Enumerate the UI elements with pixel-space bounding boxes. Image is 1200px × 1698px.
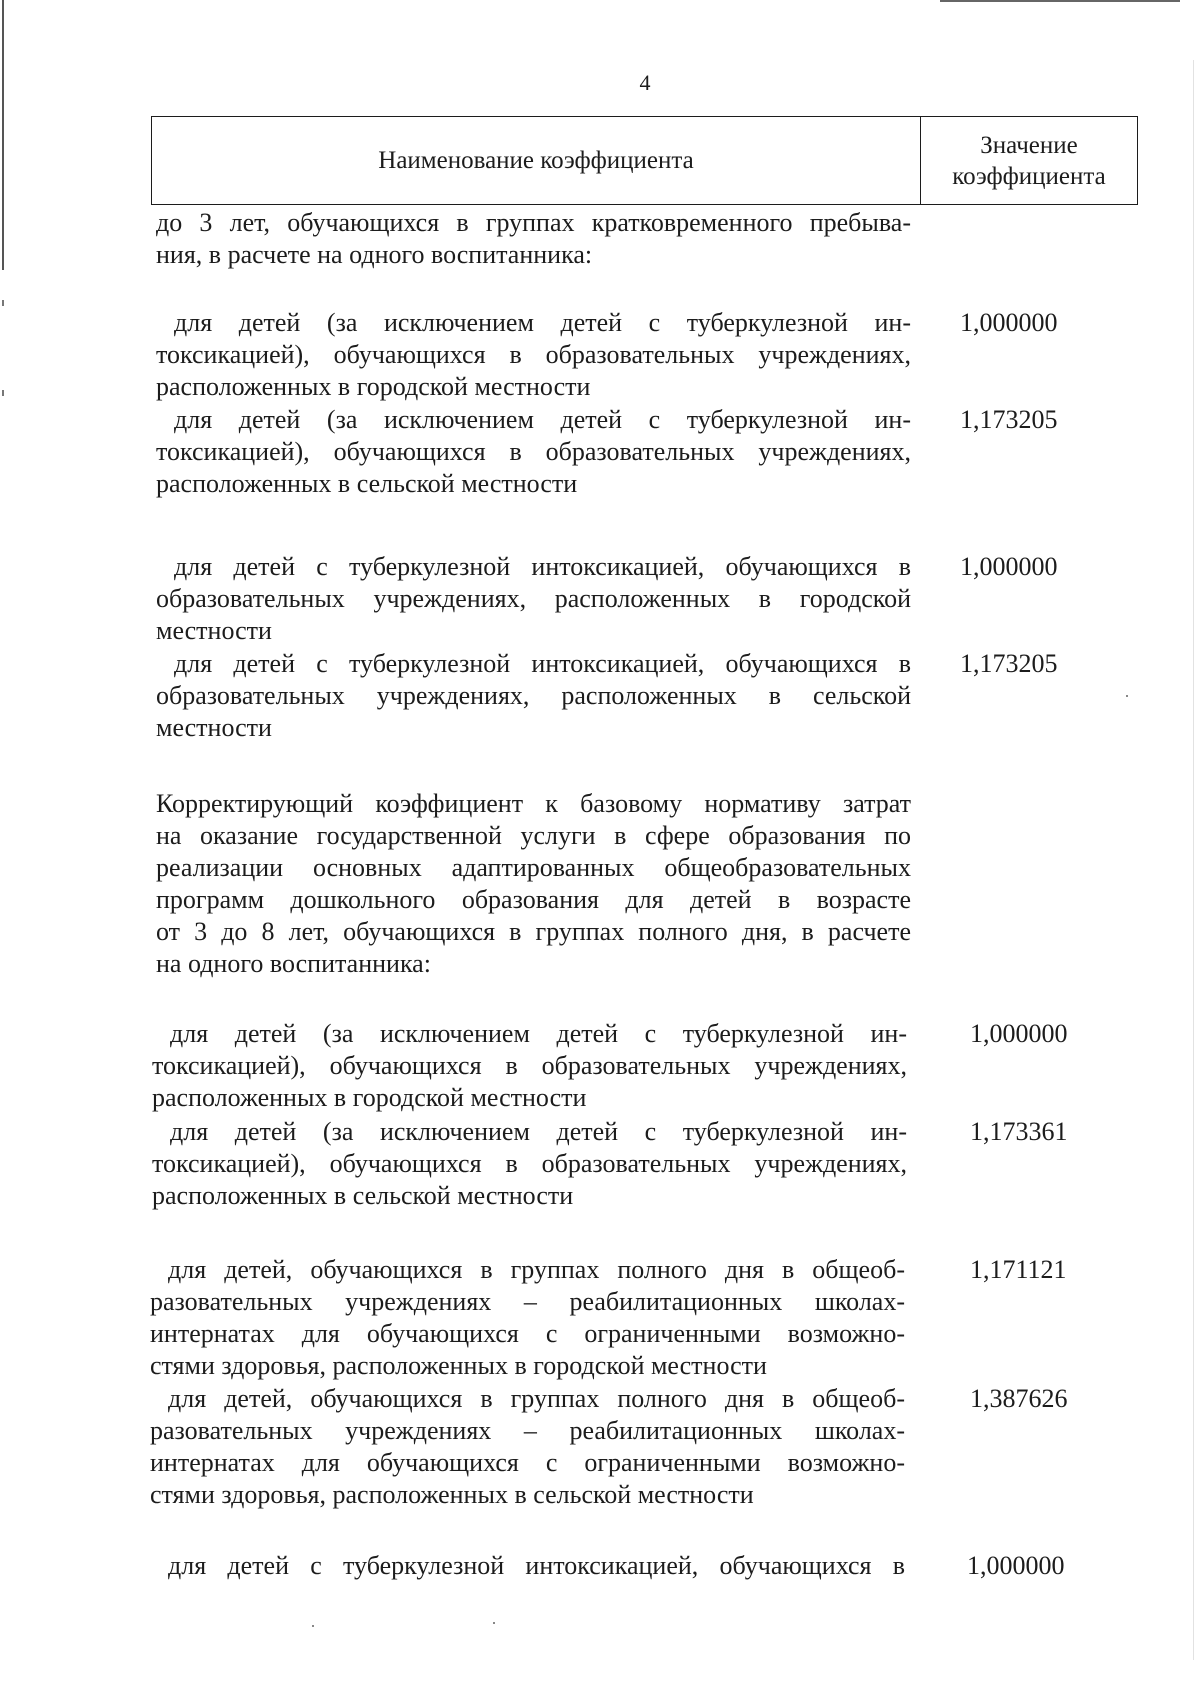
text-line: интернатах для обучающихся с ограниченными возможно- bbox=[150, 1319, 905, 1348]
text-line: расположенных в сельской местности bbox=[152, 1181, 574, 1210]
text-line: токсикацией), обучающихся в образовательных учреждениях, bbox=[156, 340, 911, 369]
header-value-line2: коэффициента bbox=[952, 162, 1106, 190]
coefficient-value: 1,387626 bbox=[970, 1384, 1068, 1413]
scan-mark bbox=[2, 300, 4, 306]
coefficient-value: 1,173205 bbox=[960, 649, 1058, 678]
text-line: Корректирующий коэффициент к базовому нормативу затрат bbox=[156, 789, 911, 818]
header-value-line1: Значение bbox=[980, 131, 1078, 159]
text-line: интернатах для обучающихся с ограниченными возможно- bbox=[150, 1448, 905, 1477]
scan-speck bbox=[493, 1622, 495, 1624]
coefficient-row bbox=[150, 1254, 905, 1382]
coefficient-row bbox=[150, 1383, 905, 1511]
text-line: местности bbox=[156, 616, 272, 645]
text-line: токсикацией), обучающихся в образовательных учреждениях, bbox=[152, 1149, 907, 1178]
text-line: расположенных в городской местности bbox=[152, 1083, 587, 1112]
text-line: стями здоровья, расположенных в городской местности bbox=[150, 1351, 767, 1380]
text-line: стями здоровья, расположенных в сельской местности bbox=[150, 1480, 754, 1509]
header-name-column: Наименование коэффициента bbox=[378, 146, 694, 174]
text-line: для детей, обучающихся в группах полного дня в общеоб- bbox=[168, 1255, 905, 1284]
coefficient-row bbox=[156, 648, 911, 744]
coefficient-value: 1,000000 bbox=[967, 1551, 1065, 1580]
coefficient-value: 1,171121 bbox=[970, 1255, 1067, 1284]
text-line: на оказание государственной услуги в сфере образования по bbox=[156, 821, 911, 850]
coefficient-row bbox=[156, 404, 911, 500]
text-line: для детей с туберкулезной интоксикацией, обучающихся в bbox=[174, 552, 911, 581]
scan-edge-left bbox=[2, 0, 4, 270]
text-line: на одного воспитанника: bbox=[156, 949, 431, 978]
text-line: токсикацией), обучающихся в образовательных учреждениях, bbox=[152, 1051, 907, 1080]
text-line: для детей с туберкулезной интоксикацией, обучающихся в bbox=[174, 649, 911, 678]
header-value-column bbox=[920, 117, 1137, 204]
coefficient-value: 1,000000 bbox=[960, 308, 1058, 337]
page-number: 4 bbox=[639, 70, 651, 95]
scan-edge-right bbox=[1193, 60, 1194, 1660]
intro-continuation bbox=[156, 207, 911, 271]
text-line: образовательных учреждениях, расположенных в городской bbox=[156, 584, 911, 613]
text-line: программ дошкольного образования для детей в возрасте bbox=[156, 885, 911, 914]
text-line: ния, в расчете на одного воспитанника: bbox=[156, 240, 593, 269]
text-line: реализации основных адаптированных общеобразовательных bbox=[156, 853, 911, 882]
text-line: для детей с туберкулезной интоксикацией, обучающихся в bbox=[168, 1551, 905, 1580]
text-line: разовательных учреждениях – реабилитационных школах- bbox=[150, 1287, 905, 1316]
text-line: образовательных учреждениях, расположенных в сельской bbox=[156, 681, 911, 710]
coefficient-row bbox=[156, 307, 911, 403]
coefficient-row bbox=[150, 1550, 905, 1582]
text-line: для детей, обучающихся в группах полного дня в общеоб- bbox=[168, 1384, 905, 1413]
coefficient-row bbox=[152, 1116, 907, 1212]
coefficient-value: 1,173205 bbox=[960, 405, 1058, 434]
coefficient-value: 1,000000 bbox=[960, 552, 1058, 581]
coefficient-row bbox=[156, 551, 911, 647]
coefficient-row bbox=[152, 1018, 907, 1114]
text-line: местности bbox=[156, 713, 272, 742]
coefficient-value: 1,000000 bbox=[970, 1019, 1068, 1048]
scan-edge-top bbox=[940, 0, 1180, 2]
text-line: токсикацией), обучающихся в образовательных учреждениях, bbox=[156, 437, 911, 466]
coefficient-value: 1,173361 bbox=[970, 1117, 1068, 1146]
text-line: для детей (за исключением детей с туберкулезной ин- bbox=[170, 1019, 907, 1048]
text-line: для детей (за исключением детей с туберкулезной ин- bbox=[174, 308, 911, 337]
text-line: для детей (за исключением детей с туберкулезной ин- bbox=[174, 405, 911, 434]
scan-speck bbox=[312, 1625, 314, 1627]
text-line: до 3 лет, обучающихся в группах кратковременного пребыва- bbox=[156, 208, 911, 237]
text-line: расположенных в городской местности bbox=[156, 372, 591, 401]
section-heading bbox=[156, 788, 911, 980]
text-line: от 3 до 8 лет, обучающихся в группах полного дня, в расчете bbox=[156, 917, 911, 946]
text-line: для детей (за исключением детей с туберкулезной ин- bbox=[170, 1117, 907, 1146]
table-header bbox=[151, 116, 1138, 205]
scan-mark bbox=[2, 390, 4, 396]
text-line: расположенных в сельской местности bbox=[156, 469, 578, 498]
text-line: разовательных учреждениях – реабилитационных школах- bbox=[150, 1416, 905, 1445]
scan-speck bbox=[1126, 695, 1128, 697]
